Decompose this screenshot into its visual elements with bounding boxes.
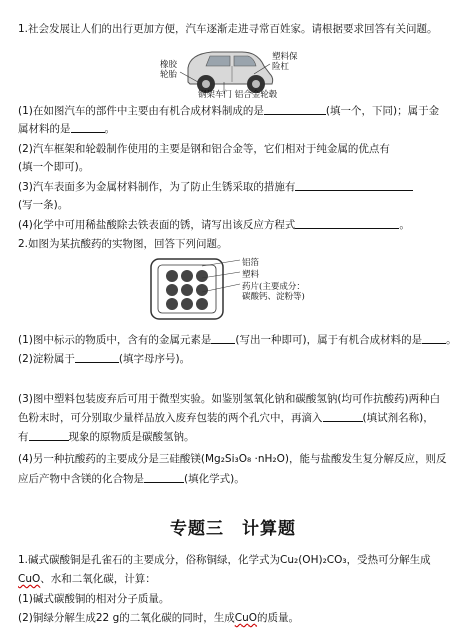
q1-s4-text-a: (4)化学中可用稀盐酸除去铁表面的锈，请写出该反应方程式 [18,219,296,231]
label-plastic-bumper: 塑料保 险杠 [272,52,298,72]
q2-s1-blank-2[interactable] [422,333,446,344]
q1-s1-text-d: 。 [104,123,115,135]
q1-s4-blank[interactable] [295,218,399,229]
q1-s4-line [18,218,452,232]
q2-s2-line [18,352,452,366]
label-plastic: 塑料 [242,270,260,280]
q1-s1-blank-1[interactable] [264,104,326,115]
q2-s4-line1: (4)另一种抗酸药的主要成分是三硅酸镁(Mg₂Si₃O₈ ·nH₂O)，能与盐酸发生复分解反应，则反 [18,453,447,465]
q1-s3-text-a: (3)汽车表面多为金属材料制作，为了防止生锈采取的措施有 [18,181,296,193]
section-title: 专题三 计算题 [170,519,296,539]
q2-s2-text-a: (2)淀粉属于 [18,353,75,365]
q1-intro: 1.社会发展让人们的出行更加方便，汽车逐渐走进寻常百姓家。请根据要求回答有关问题。 [18,23,438,35]
label-steel-door-wheel: 钢架车门 铝合金轮毂 [198,90,278,100]
q2-s4-blank[interactable] [144,472,184,483]
pill-callout-lines [200,258,240,308]
q3-intro-line2-text: 、水和二氧化碳，计算： [40,573,156,585]
q2-s3-blank-1[interactable] [323,411,363,422]
q2-s3-text-d: 有 [18,431,29,443]
q2-s4-text-c: (填化学式)。 [184,473,245,485]
q1-s1-line2 [18,122,452,136]
q2-s2-blank[interactable] [75,352,119,363]
q1-s1-text-b: (填一个，下同)；属于金 [325,105,440,117]
q1-s3-line1 [18,180,452,194]
q2-s3-line2 [18,411,452,425]
q3-s2-text-b: 的质量。 [257,612,300,624]
q2-s4-text-b: 应后产物中含镁的化合物是 [18,473,144,485]
q1-s1-blank-2[interactable] [71,122,105,133]
q3-cuo-1: CuO [18,573,41,585]
q2-s3-text-e: 现象的原物质是碳酸氢钠。 [68,431,195,443]
q2-s3-line1: (3)图中塑料包装废弃后可用于微型实验。如鉴别氢氧化钠和碳酸氢钠(均可作抗酸药)两种白 [18,393,441,405]
label-foil: 铝箔 [242,258,260,268]
q2-s4-line2 [18,472,452,486]
q3-s2-text-a: (2)铜绿分解生成22 g的二氧化碳的同时，生成 [18,612,235,624]
q3-intro-line1: 1.碱式碳酸铜是孔雀石的主要成分，俗称铜绿，化学式为Cu₂(OH)₂CO₃，受热可分解生成 [18,554,431,566]
q2-s2-text-b: (填字母序号)。 [118,353,191,365]
q3-intro-line2 [18,572,452,586]
q2-s3-line3 [18,430,452,444]
q2-s3-blank-2[interactable] [29,430,69,441]
q1-s4-text-b: 。 [399,219,410,231]
q1-s2-line1: (2)汽车框架和轮毂制作使用的主要是钢和铝合金等，它们相对于纯金属的优点有 [18,143,390,155]
q2-intro: 2.如图为某抗酸药的实物图，回答下列问题。 [18,238,228,250]
q1-s2-line2: (填一个即可)。 [18,161,90,173]
q3-s2 [18,611,452,625]
q2-s1-text-c: 。 [446,334,457,346]
q1-s3-blank[interactable] [295,180,413,191]
q2-s1-text-a: (1)图中标示的物质中，含有的金属元素是 [18,334,212,346]
q2-s1-text-b: (写出一种即可)，属于有机合成材料的是 [235,334,423,346]
label-rubber-tire: 橡胶 轮胎 [160,60,178,80]
q1-s3-line2: (写一条)。 [18,199,69,211]
q1-s1-text-a: (1)在如图汽车的部件中主要由有机合成材料制成的是 [18,105,264,117]
label-tablet: 药片(主要成分： 碳酸钙、淀粉等) [242,282,305,302]
q2-s1-line [18,333,457,347]
q1-s1-text-c: 属材料的是 [18,123,71,135]
q2-s1-blank-1[interactable] [211,333,235,344]
q3-s1: (1)碱式碳酸铜的相对分子质量。 [18,593,170,605]
q2-s3-text-b: 色粉末时，可分别取少量样品放入废弃包装的两个孔穴中，再滴入 [18,412,323,424]
q3-cuo-2: CuO [234,612,258,624]
q1-s1-line1 [18,104,452,118]
q2-s3-text-c: (填试剂名称)， [362,412,434,424]
